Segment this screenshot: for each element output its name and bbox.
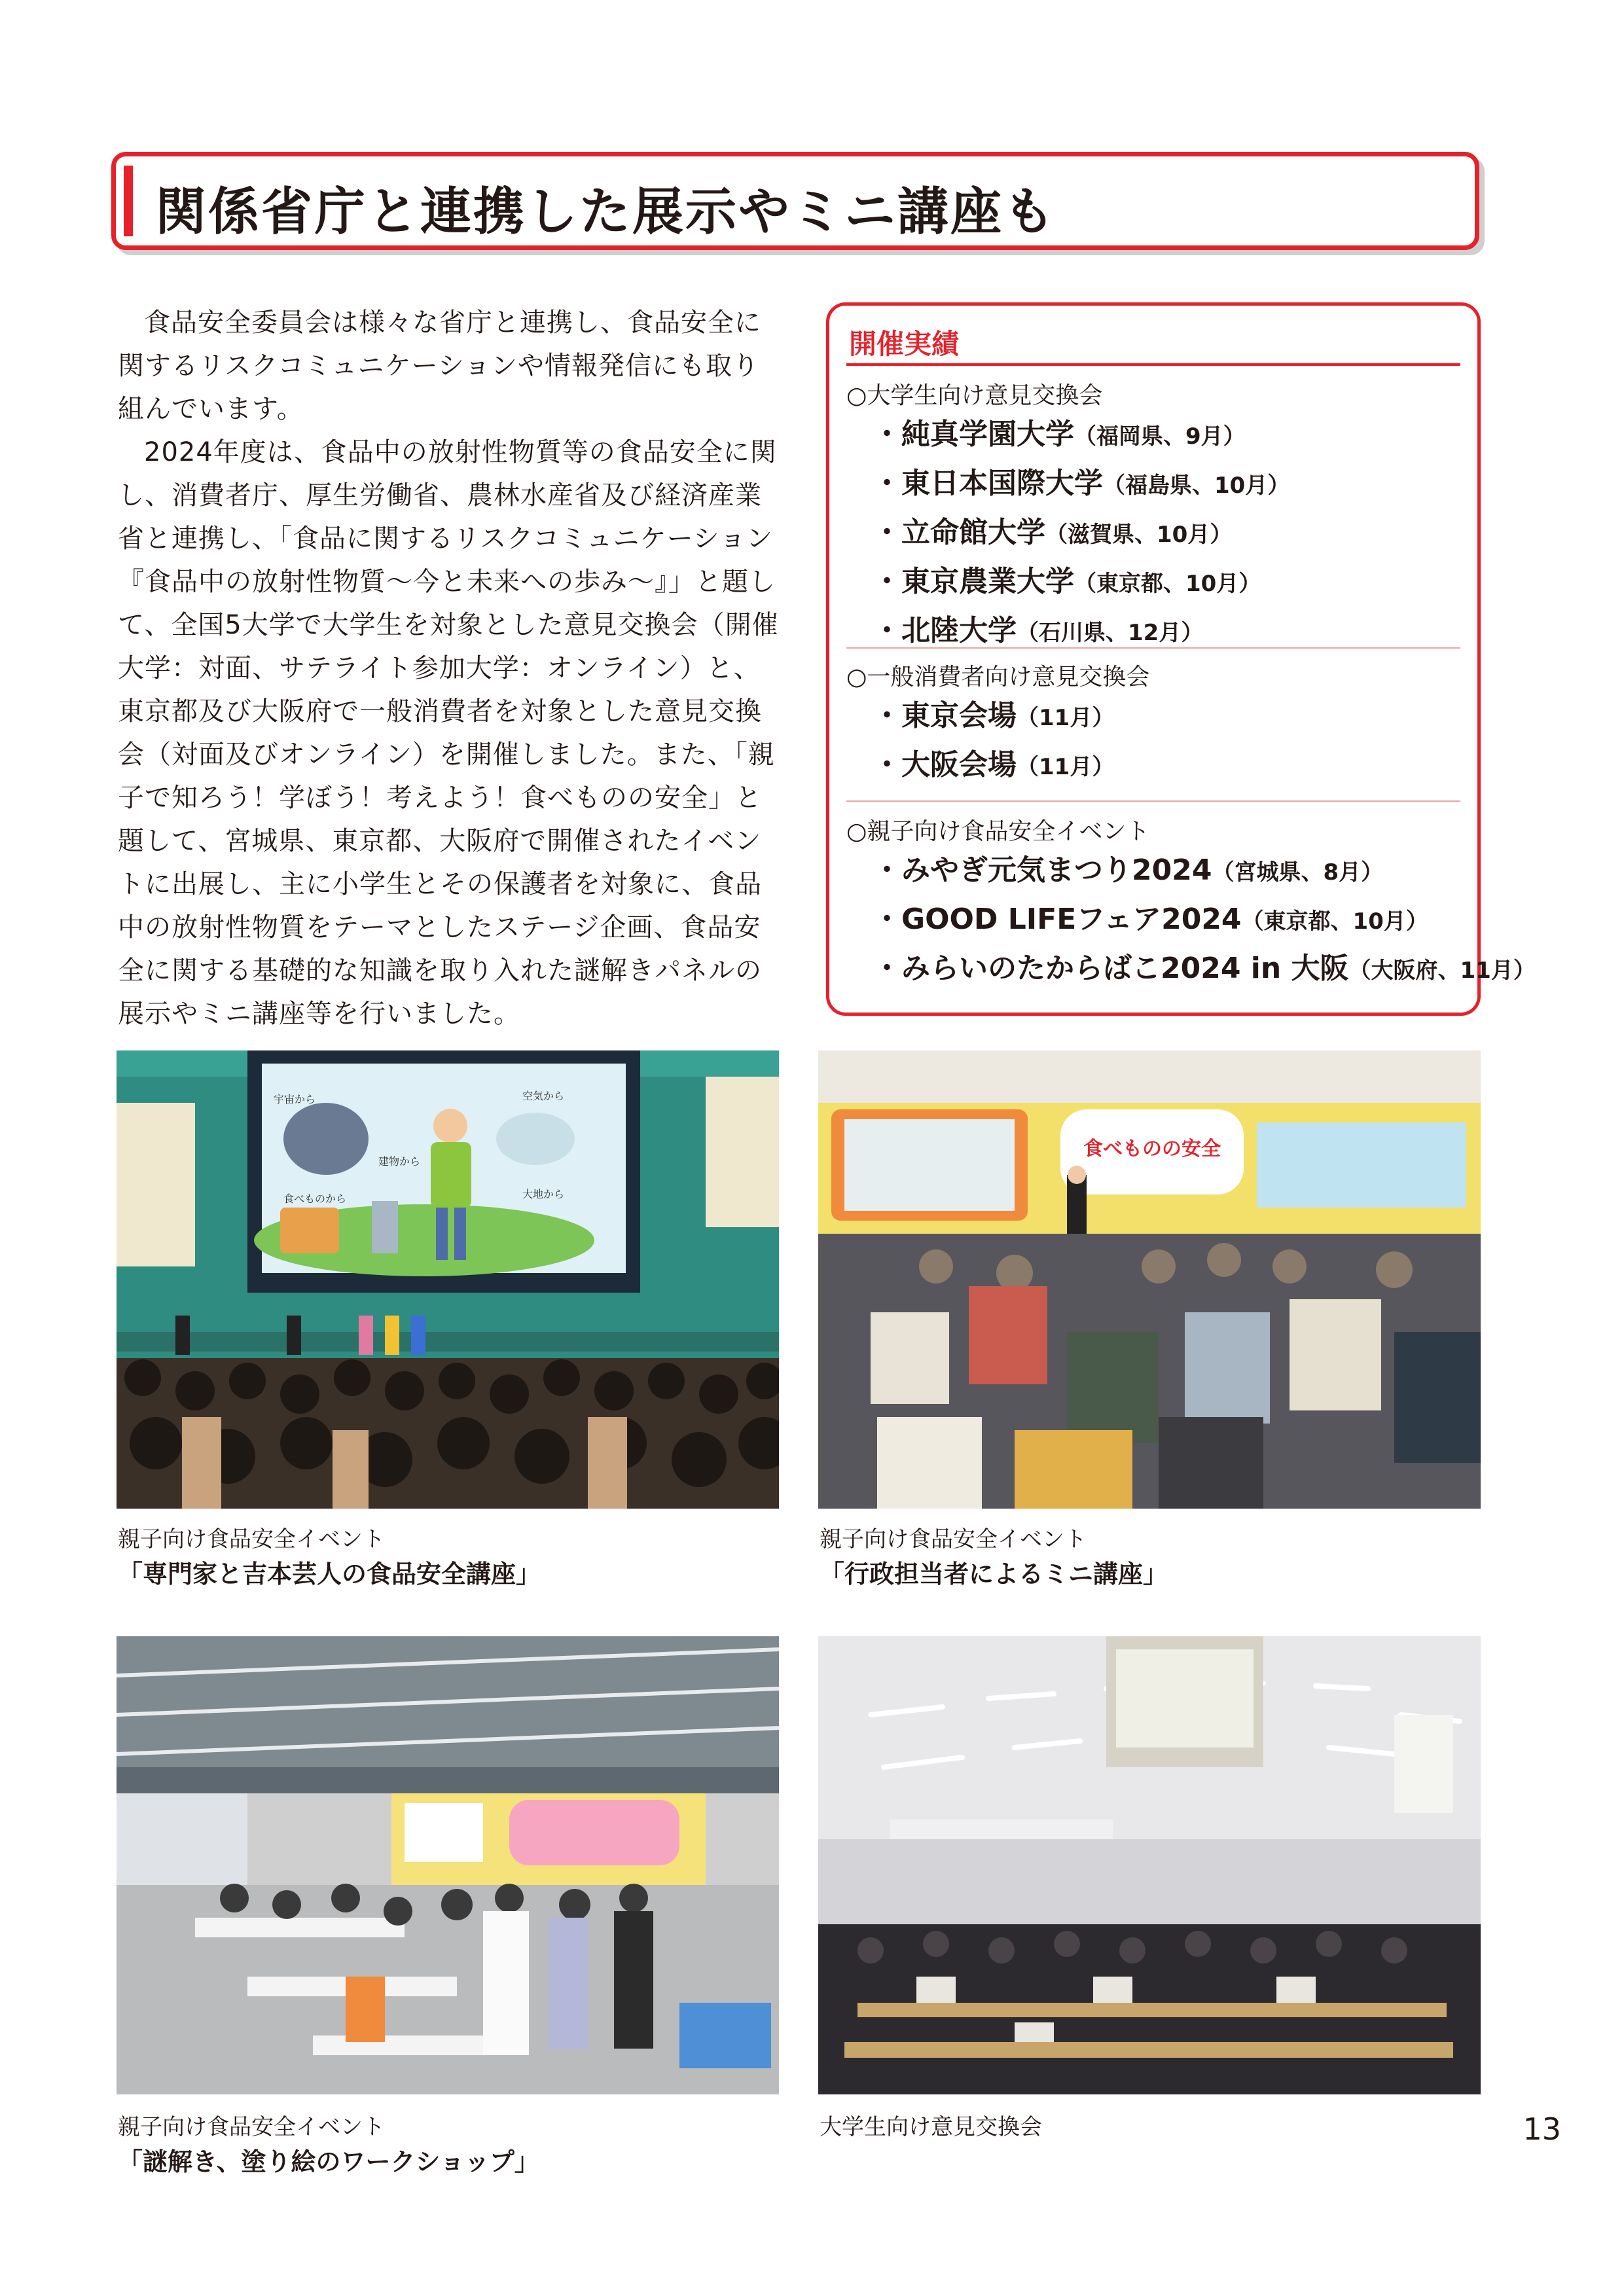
results-heading: 開催実績	[849, 328, 960, 360]
group-title: ○一般消費者向け意見交換会	[846, 664, 1150, 691]
list-item: ・大阪会場（11月）	[873, 748, 1115, 781]
list-item: ・みやぎ元気まつり2024（宮城県、8月）	[873, 853, 1384, 887]
body-paragraph-2: 2024年度は、食品中の放射性物質等の食品安全に関し、消費者庁、厚生労働省、農林水産省及び経済産業省と連携し、「食品に関するリスクコミュニケーション『食品中の放射性物質～今と未来への歩み～』」と題して、全国5大学で大学生を対象とした意見交換会（開催大学：対面、サテライト参加大学：オンライン）と、東京都及び大阪府で一般消費者を対象とした意見交換会（対面及びオンライン）を開催しました。また、「親子で知ろう！学ぼう！考えよう！食べものの安全」と題して、宮城県、東京都、大阪府で開催されたイベントに出展し、主に小学生とその保護者を対象に、食品中の放射性物質をテーマとしたステージ企画、食品安全に関する基礎的な知識を取り入れた謎解きパネルの展示やミニ講座等を行いました。	[118, 437, 779, 1029]
results-group-university	[846, 379, 1460, 658]
list-item: ・東京農業大学（東京都、10月）	[873, 565, 1261, 598]
page-number: 13	[1523, 2111, 1561, 2147]
photo-stage-lecture	[117, 1050, 779, 1509]
photo-1-caption-sub: 親子向け食品安全イベント	[118, 1526, 385, 1552]
group-divider	[846, 647, 1460, 649]
photo-2-caption-main: 「行政担当者によるミニ講座」	[820, 1560, 1168, 1588]
photo-4-caption-sub: 大学生向け意見交換会	[820, 2114, 1042, 2140]
photo-workshop	[117, 1636, 779, 2094]
page-title: 関係省庁と連携した展示やミニ講座も	[155, 183, 1057, 242]
screen-label: 宇宙から	[274, 1093, 316, 1105]
screen-label: 建物から	[378, 1155, 421, 1168]
photo-3-caption-sub: 親子向け食品安全イベント	[118, 2114, 385, 2140]
title-accent-bar	[124, 166, 133, 236]
group-divider	[846, 800, 1460, 802]
results-group-consumers	[846, 660, 1460, 793]
list-item: ・GOOD LIFEフェア2024（東京都、10月）	[873, 903, 1428, 936]
results-group-family	[846, 815, 1536, 996]
photo-2-caption-sub: 親子向け食品安全イベント	[820, 1526, 1087, 1552]
results-heading-rule	[846, 363, 1460, 366]
photo-mini-lecture	[818, 1050, 1481, 1509]
results-box	[826, 302, 1536, 1016]
photo-1-caption-main: 「専門家と吉本芸人の食品安全講座」	[118, 1560, 541, 1588]
screen-label: 食べものから	[283, 1193, 347, 1205]
section-title-banner	[111, 152, 1479, 250]
group-title: ○大学生向け意見交換会	[846, 382, 1103, 409]
body-paragraph-1: 食品安全委員会は様々な省庁と連携し、食品安全に関するリスクコミュニケーションや情報発信にも取り組んでいます。	[118, 308, 761, 424]
list-item: ・東日本国際大学（福島県、10月）	[873, 467, 1290, 500]
list-item: ・純真学園大学（福岡県、9月）	[873, 418, 1246, 451]
body-text	[118, 301, 779, 1035]
photo-university-exchange	[818, 1636, 1481, 2094]
banner-text: 食べものの安全	[1083, 1138, 1221, 1160]
group-title: ○親子向け食品安全イベント	[846, 818, 1150, 845]
list-item: ・立命館大学（滋賀県、10月）	[873, 516, 1233, 549]
list-item: ・みらいのたからばこ2024 in 大阪（大阪府、11月）	[873, 952, 1536, 985]
screen-label: 空気から	[522, 1090, 565, 1102]
list-item: ・北陸大学（石川県、12月）	[873, 614, 1204, 647]
photo-3-caption-main: 「謎解き、塗り絵のワークショップ」	[118, 2147, 539, 2176]
list-item: ・東京会場（11月）	[873, 699, 1115, 732]
screen-label: 大地から	[522, 1188, 565, 1200]
